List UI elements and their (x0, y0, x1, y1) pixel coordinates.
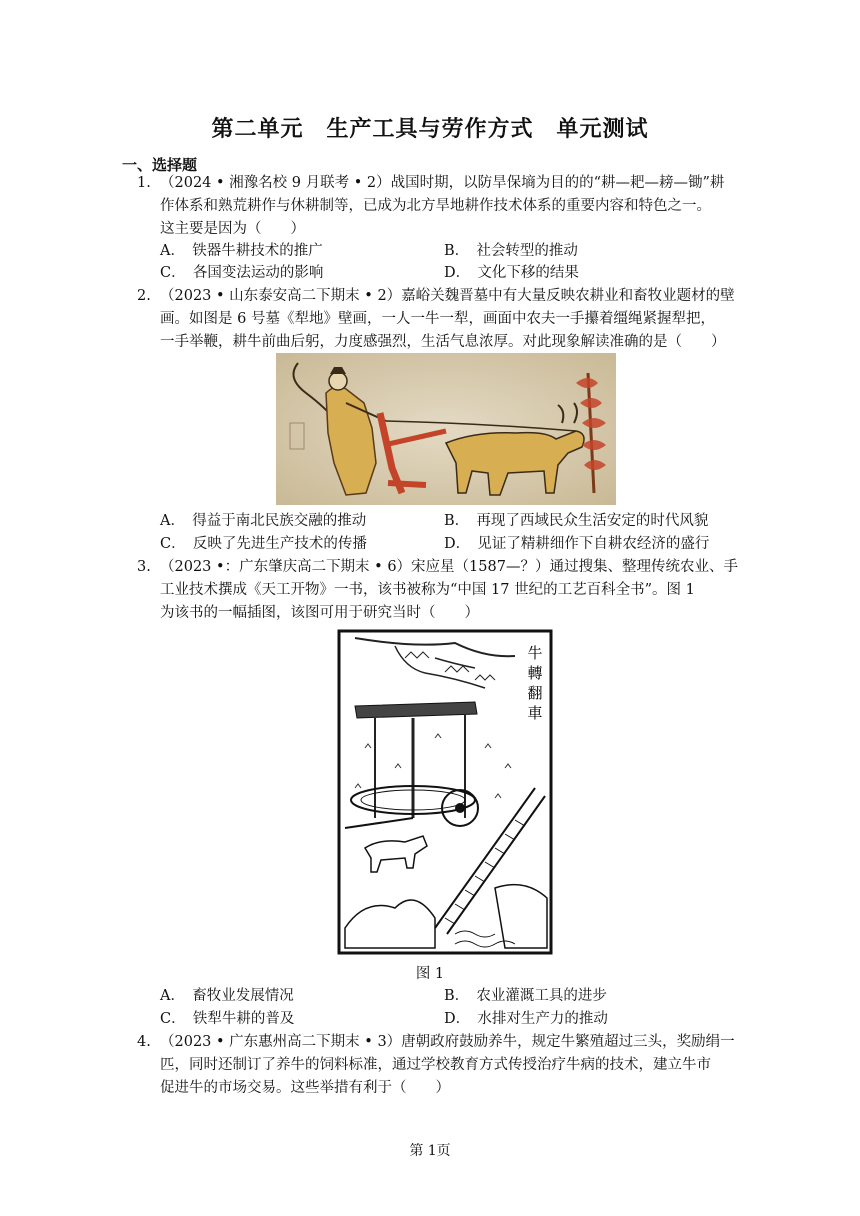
option-d[interactable]: D． 见证了精耕细作下自耕农经济的盛行 (444, 536, 710, 552)
question-number: 4. (137, 1034, 151, 1050)
ox-driven-water-wheel-illustration (335, 628, 555, 956)
question-stem-line: 工业技术撰成《天工开物》一书，该书被称为“中国 17 世纪的工艺百科全书”。图 1 (160, 582, 695, 598)
inscription-char: 轉 (527, 664, 543, 682)
option-d[interactable]: D． 水排对生产力的推动 (444, 1011, 608, 1027)
option-a[interactable]: A． 畜牧业发展情况 (160, 988, 294, 1004)
inscription-char: 翻 (527, 684, 543, 702)
question-stem-line: 匹，同时还制订了养牛的饲料标准，通过学校教育方式传授治疗牛病的技术，建立牛市 (160, 1057, 711, 1073)
option-c[interactable]: C． 各国变法运动的影响 (160, 265, 324, 281)
section-heading: 一、选择题 (122, 156, 198, 174)
inscription-char: 牛 (527, 644, 543, 662)
option-a[interactable]: A． 得益于南北民族交融的推动 (160, 513, 367, 529)
option-d[interactable]: D． 文化下移的结果 (444, 265, 579, 281)
question-stem-line: （2023 • 广东惠州高二下期末 • 3）唐朝政府鼓励养牛，规定牛繁殖超过三头，奖励绢一 (160, 1034, 735, 1050)
question-stem-line: （2023 • 山东泰安高二下期末 • 2）嘉峪关魏晋墓中有大量反映农耕业和畜牧业题材的壁 (160, 288, 735, 304)
question-number: 3. (137, 559, 151, 575)
option-b[interactable]: B． 社会转型的推动 (444, 243, 578, 259)
page-footer: 第 1页 (409, 1143, 451, 1159)
option-b[interactable]: B． 农业灌溉工具的进步 (444, 988, 607, 1004)
question-stem-line: （2024 • 湘豫名校 9 月联考 • 2）战国时期，以防旱保墒为目的的“耕—耙—耪—锄”耕 (160, 175, 725, 191)
question-stem-line: 这主要是因为（ ） (160, 221, 305, 237)
question-stem-line: 作体系和熟荒耕作与休耕制等，已成为北方旱地耕作技术体系的重要内容和特色之一。 (160, 198, 711, 214)
plowing-mural-image (276, 353, 616, 505)
option-b[interactable]: B． 再现了西域民众生活安定的时代风貌 (444, 513, 709, 529)
option-c[interactable]: C． 反映了先进生产技术的传播 (160, 536, 367, 552)
page-title: 第二单元 生产工具与劳作方式 单元测试 (211, 117, 649, 142)
question-stem-line: 画。如图是 6 号墓《犁地》壁画，一人一牛一犁，画面中农夫一手攥着缰绳紧握犁把， (160, 311, 715, 327)
question-stem-line: 一手举鞭，耕牛前曲后躬，力度感强烈，生活气息浓厚。对此现象解读准确的是（ ） (160, 334, 726, 350)
question-stem-line: （2023 •：广东肇庆高二下期末 • 6）宋应星（1587—？）通过搜集、整理传统农业、手 (160, 559, 738, 575)
option-a[interactable]: A． 铁器牛耕技术的推广 (160, 243, 323, 259)
figure-caption: 图 1 (415, 966, 445, 982)
inscription-char: 車 (527, 704, 543, 722)
question-stem-line: 为该书的一幅插图，该图可用于研究当时（ ） (160, 605, 479, 621)
option-c[interactable]: C． 铁犁牛耕的普及 (160, 1011, 295, 1027)
question-number: 1. (137, 175, 151, 191)
question-stem-line: 促进牛的市场交易。这些举措有利于（ ） (160, 1080, 450, 1096)
question-number: 2. (137, 288, 151, 304)
